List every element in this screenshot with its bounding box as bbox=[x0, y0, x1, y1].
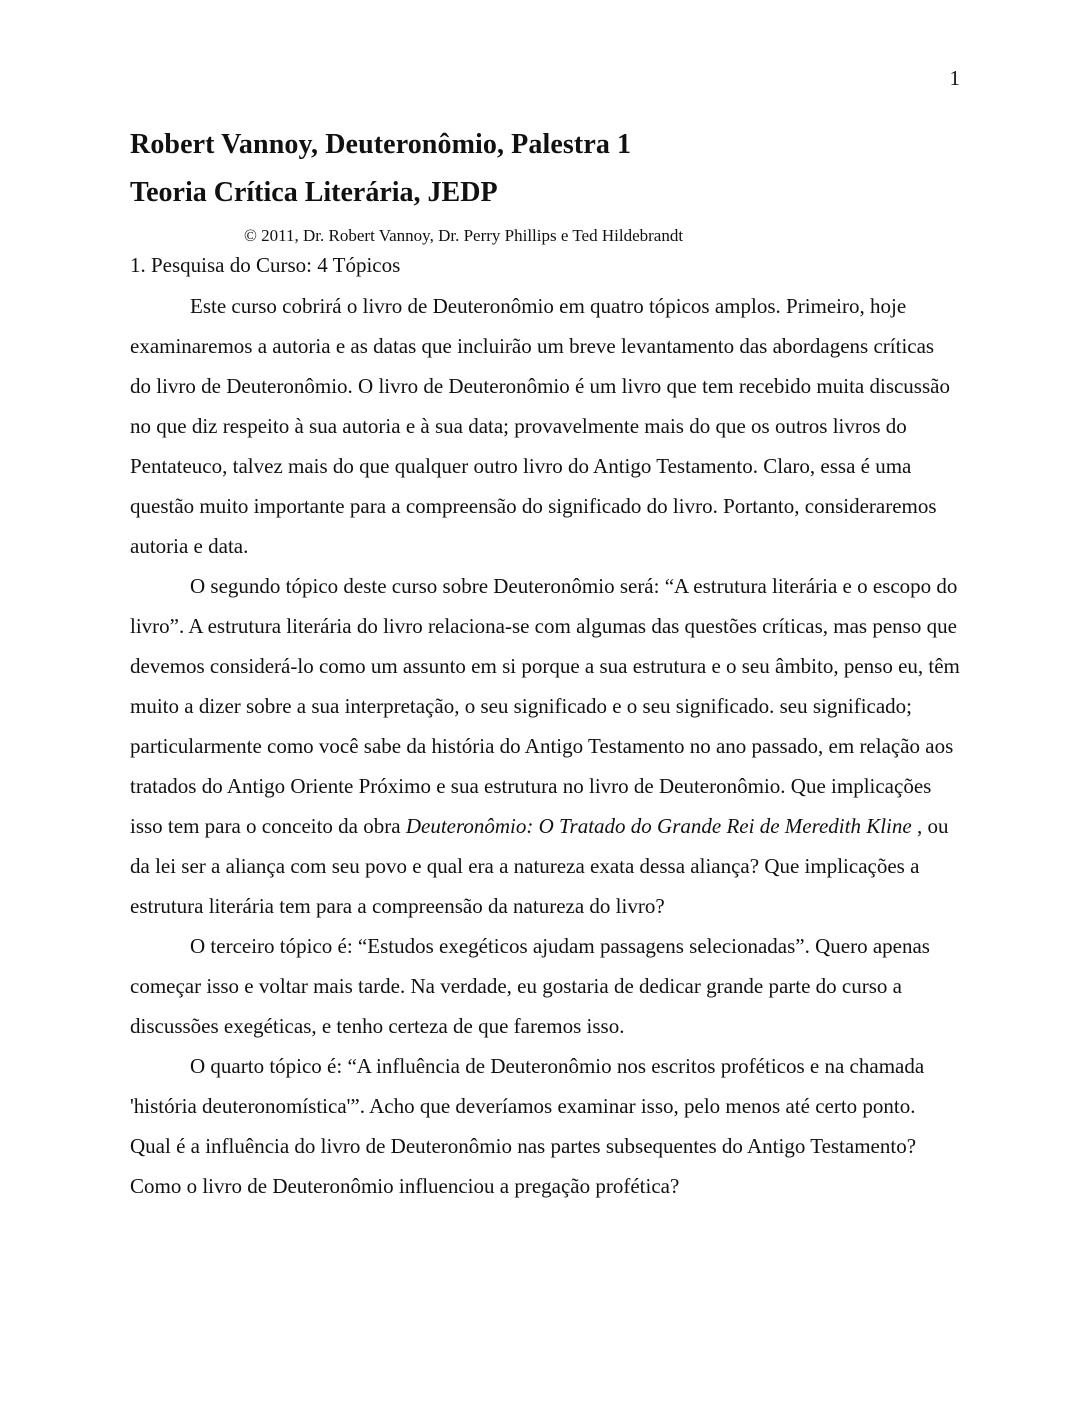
paragraph-3: O terceiro tópico é: “Estudos exegéticos ajudam passagens selecionadas”. Quero apenas começar isso e voltar mais tarde. Na verdade, eu gostaria de dedicar grande parte do curso a discussões exegéticas, e tenho certeza de que faremos isso. bbox=[130, 934, 930, 1038]
book-title-italic: Deuteronômio: O Tratado do Grande Rei de Meredith Kline bbox=[405, 814, 912, 838]
document-subtitle: Teoria Crítica Literária, JEDP bbox=[130, 177, 498, 208]
paragraph-1: Este curso cobrirá o livro de Deuteronômio em quatro tópicos amplos. Primeiro, hoje examinaremos a autoria e as datas que incluirão um breve levantamento das abordagens críticas do livro de Deuteronômio. O livro de Deuteronômio é um livro que tem recebido muita discussão no que diz respeito à sua autoria e à sua data; provavelmente mais do que os outros livros do Pentateuco, talvez mais do que qualquer outro livro do Antigo Testamento. Claro, essa é uma questão muito importante para a compreensão do significado do livro. Portanto, consideraremos autoria e data. bbox=[130, 294, 950, 558]
page-number: 1 bbox=[949, 66, 960, 90]
section-heading: 1. Pesquisa do Curso: 4 Tópicos bbox=[130, 253, 401, 277]
paragraph-2-text-start: O segundo tópico deste curso sobre Deuteronômio será: “A estrutura literária e o escopo do livro”. A estrutura literária do livro relaciona-se com algumas das questões críticas, mas penso que devemos considerá-lo como um assunto em si porque a sua estrutura e o seu âmbito, penso eu, têm muito a dizer sobre a sua interpretação, o seu significado e o seu significado. seu significado; particularmente como você sabe da história do Antigo Testamento no ano passado, em relação aos tratados do Antigo Oriente Próximo e sua estrutura no livro de Deuteronômio. Que implicações isso tem para o conceito da obra bbox=[130, 574, 960, 838]
document-title: Robert Vannoy, Deuteronômio, Palestra 1 bbox=[130, 129, 632, 160]
copyright-line: © 2011, Dr. Robert Vannoy, Dr. Perry Phillips e Ted Hildebrandt bbox=[244, 226, 684, 245]
document-body bbox=[130, 126, 960, 1206]
paragraph-2-text-end: , ou da lei ser a aliança com seu povo e qual era a natureza exata dessa aliança? Que implicações a estrutura literária tem para a compreensão da natureza do livro? bbox=[130, 814, 949, 918]
paragraph-4: O quarto tópico é: “A influência de Deuteronômio nos escritos proféticos e na chamada 'história deuteronomística'”. Acho que deveríamos examinar isso, pelo menos até certo ponto. Qual é a influência do livro de Deuteronômio nas partes subsequentes do Antigo Testamento? Como o livro de Deuteronômio influenciou a pregação profética? bbox=[130, 1054, 925, 1198]
paragraph-2 bbox=[130, 566, 960, 926]
